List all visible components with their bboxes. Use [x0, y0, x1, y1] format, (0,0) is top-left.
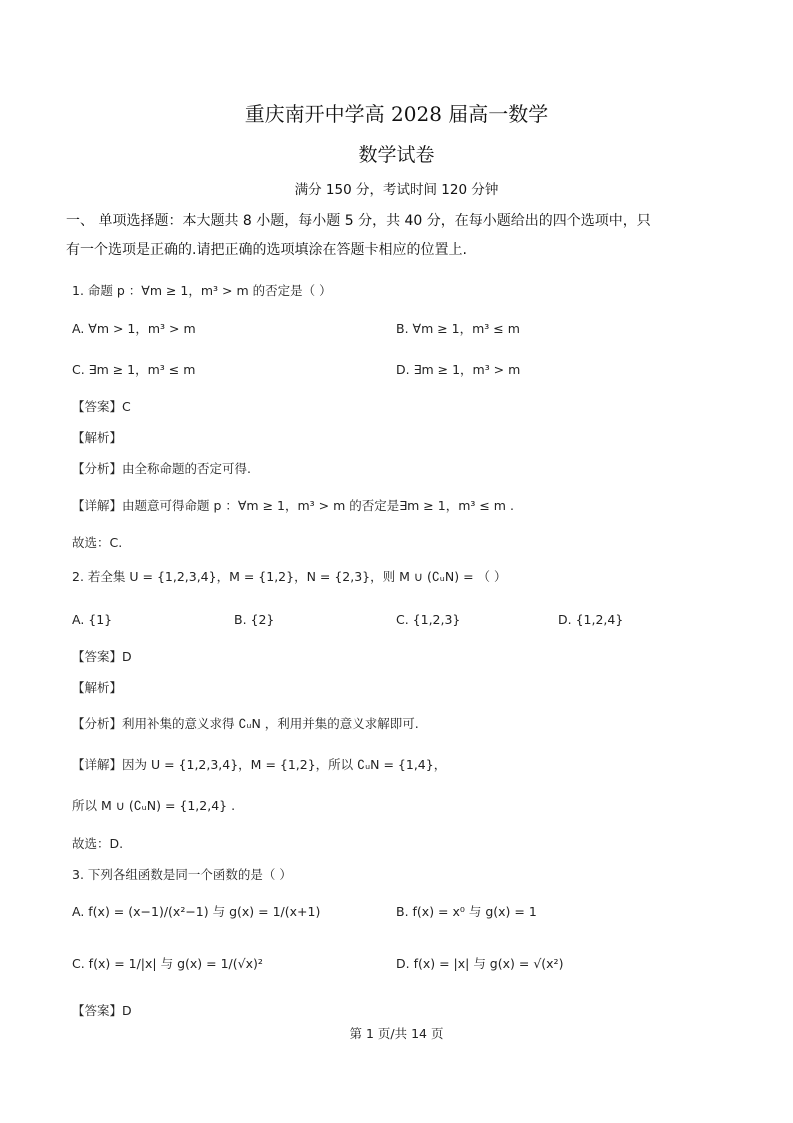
exam-info: 满分 150 分，考试时间 120 分钟 [294, 182, 499, 198]
q2-conclusion: 故选：D. [72, 836, 124, 851]
document-subtitle: 数学试卷 [358, 144, 435, 166]
page-number: 第 1 页/共 14 页 [349, 1026, 444, 1041]
q1-fenxi: 【分析】由全称命题的否定可得. [72, 461, 251, 476]
q3-option-a: A. f(x) = (x−1)/(x²−1) 与 g(x) = 1/(x+1) [72, 904, 321, 919]
section-heading-line1: 一、 单项选择题：本大题共 8 小题，每小题 5 分，共 40 分，在每小题给出的四个选项中，只 [66, 213, 651, 229]
q1-xiangjie: 【详解】由题意可得命题 p ：∀m ≥ 1，m³ > m 的否定是∃m ≥ 1，m³ ≤ m . [72, 498, 514, 513]
q2-answer: 【答案】D [72, 649, 132, 664]
q2-xiangjie: 【详解】因为 U = {1,2,3,4}，M = {1,2}，所以 ∁ᵤN = {1,4}， [72, 757, 447, 772]
q3-stem: 3. 下列各组函数是同一个函数的是（ ） [72, 867, 292, 882]
q1-analysis-label: 【解析】 [72, 430, 123, 445]
q2-option-c: C. {1,2,3} [396, 612, 461, 627]
q3-option-d: D. f(x) = |x| 与 g(x) = √(x²) [396, 956, 564, 971]
q2-stem: 2. 若全集 U = {1,2,3,4}，M = {1,2}，N = {2,3}，则 M ∪ (∁ᵤN) = （ ） [72, 569, 507, 584]
q1-option-d: D. ∃m ≥ 1，m³ > m [396, 362, 521, 377]
q2-option-a: A. {1} [72, 612, 113, 627]
q1-option-b: B. ∀m ≥ 1，m³ ≤ m [396, 321, 520, 336]
q1-option-a: A. ∀m > 1，m³ > m [72, 321, 196, 336]
q1-answer: 【答案】C [72, 399, 131, 414]
q3-option-c: C. f(x) = 1/|x| 与 g(x) = 1/(√x)² [72, 956, 263, 971]
q1-conclusion: 故选：C. [72, 535, 123, 550]
q2-option-d: D. {1,2,4} [558, 612, 624, 627]
section-heading-line2: 有一个选项是正确的.请把正确的选项填涂在答题卡相应的位置上. [66, 242, 467, 258]
q2-fenxi: 【分析】利用补集的意义求得 ∁ᵤN ，利用并集的意义求解即可. [72, 716, 419, 731]
q1-option-c: C. ∃m ≥ 1，m³ ≤ m [72, 362, 196, 377]
document-title: 重庆南开中学高 2028 届高一数学 [244, 102, 549, 126]
q2-conclusion-line: 所以 M ∪ (∁ᵤN) = {1,2,4} . [72, 798, 236, 813]
q3-answer: 【答案】D [72, 1003, 132, 1018]
q2-option-b: B. {2} [234, 612, 275, 627]
q3-option-b: B. f(x) = x⁰ 与 g(x) = 1 [396, 904, 537, 919]
q1-stem: 1. 命题 p ：∀m ≥ 1，m³ > m 的否定是（ ） [72, 283, 332, 298]
q2-analysis-label: 【解析】 [72, 680, 123, 695]
